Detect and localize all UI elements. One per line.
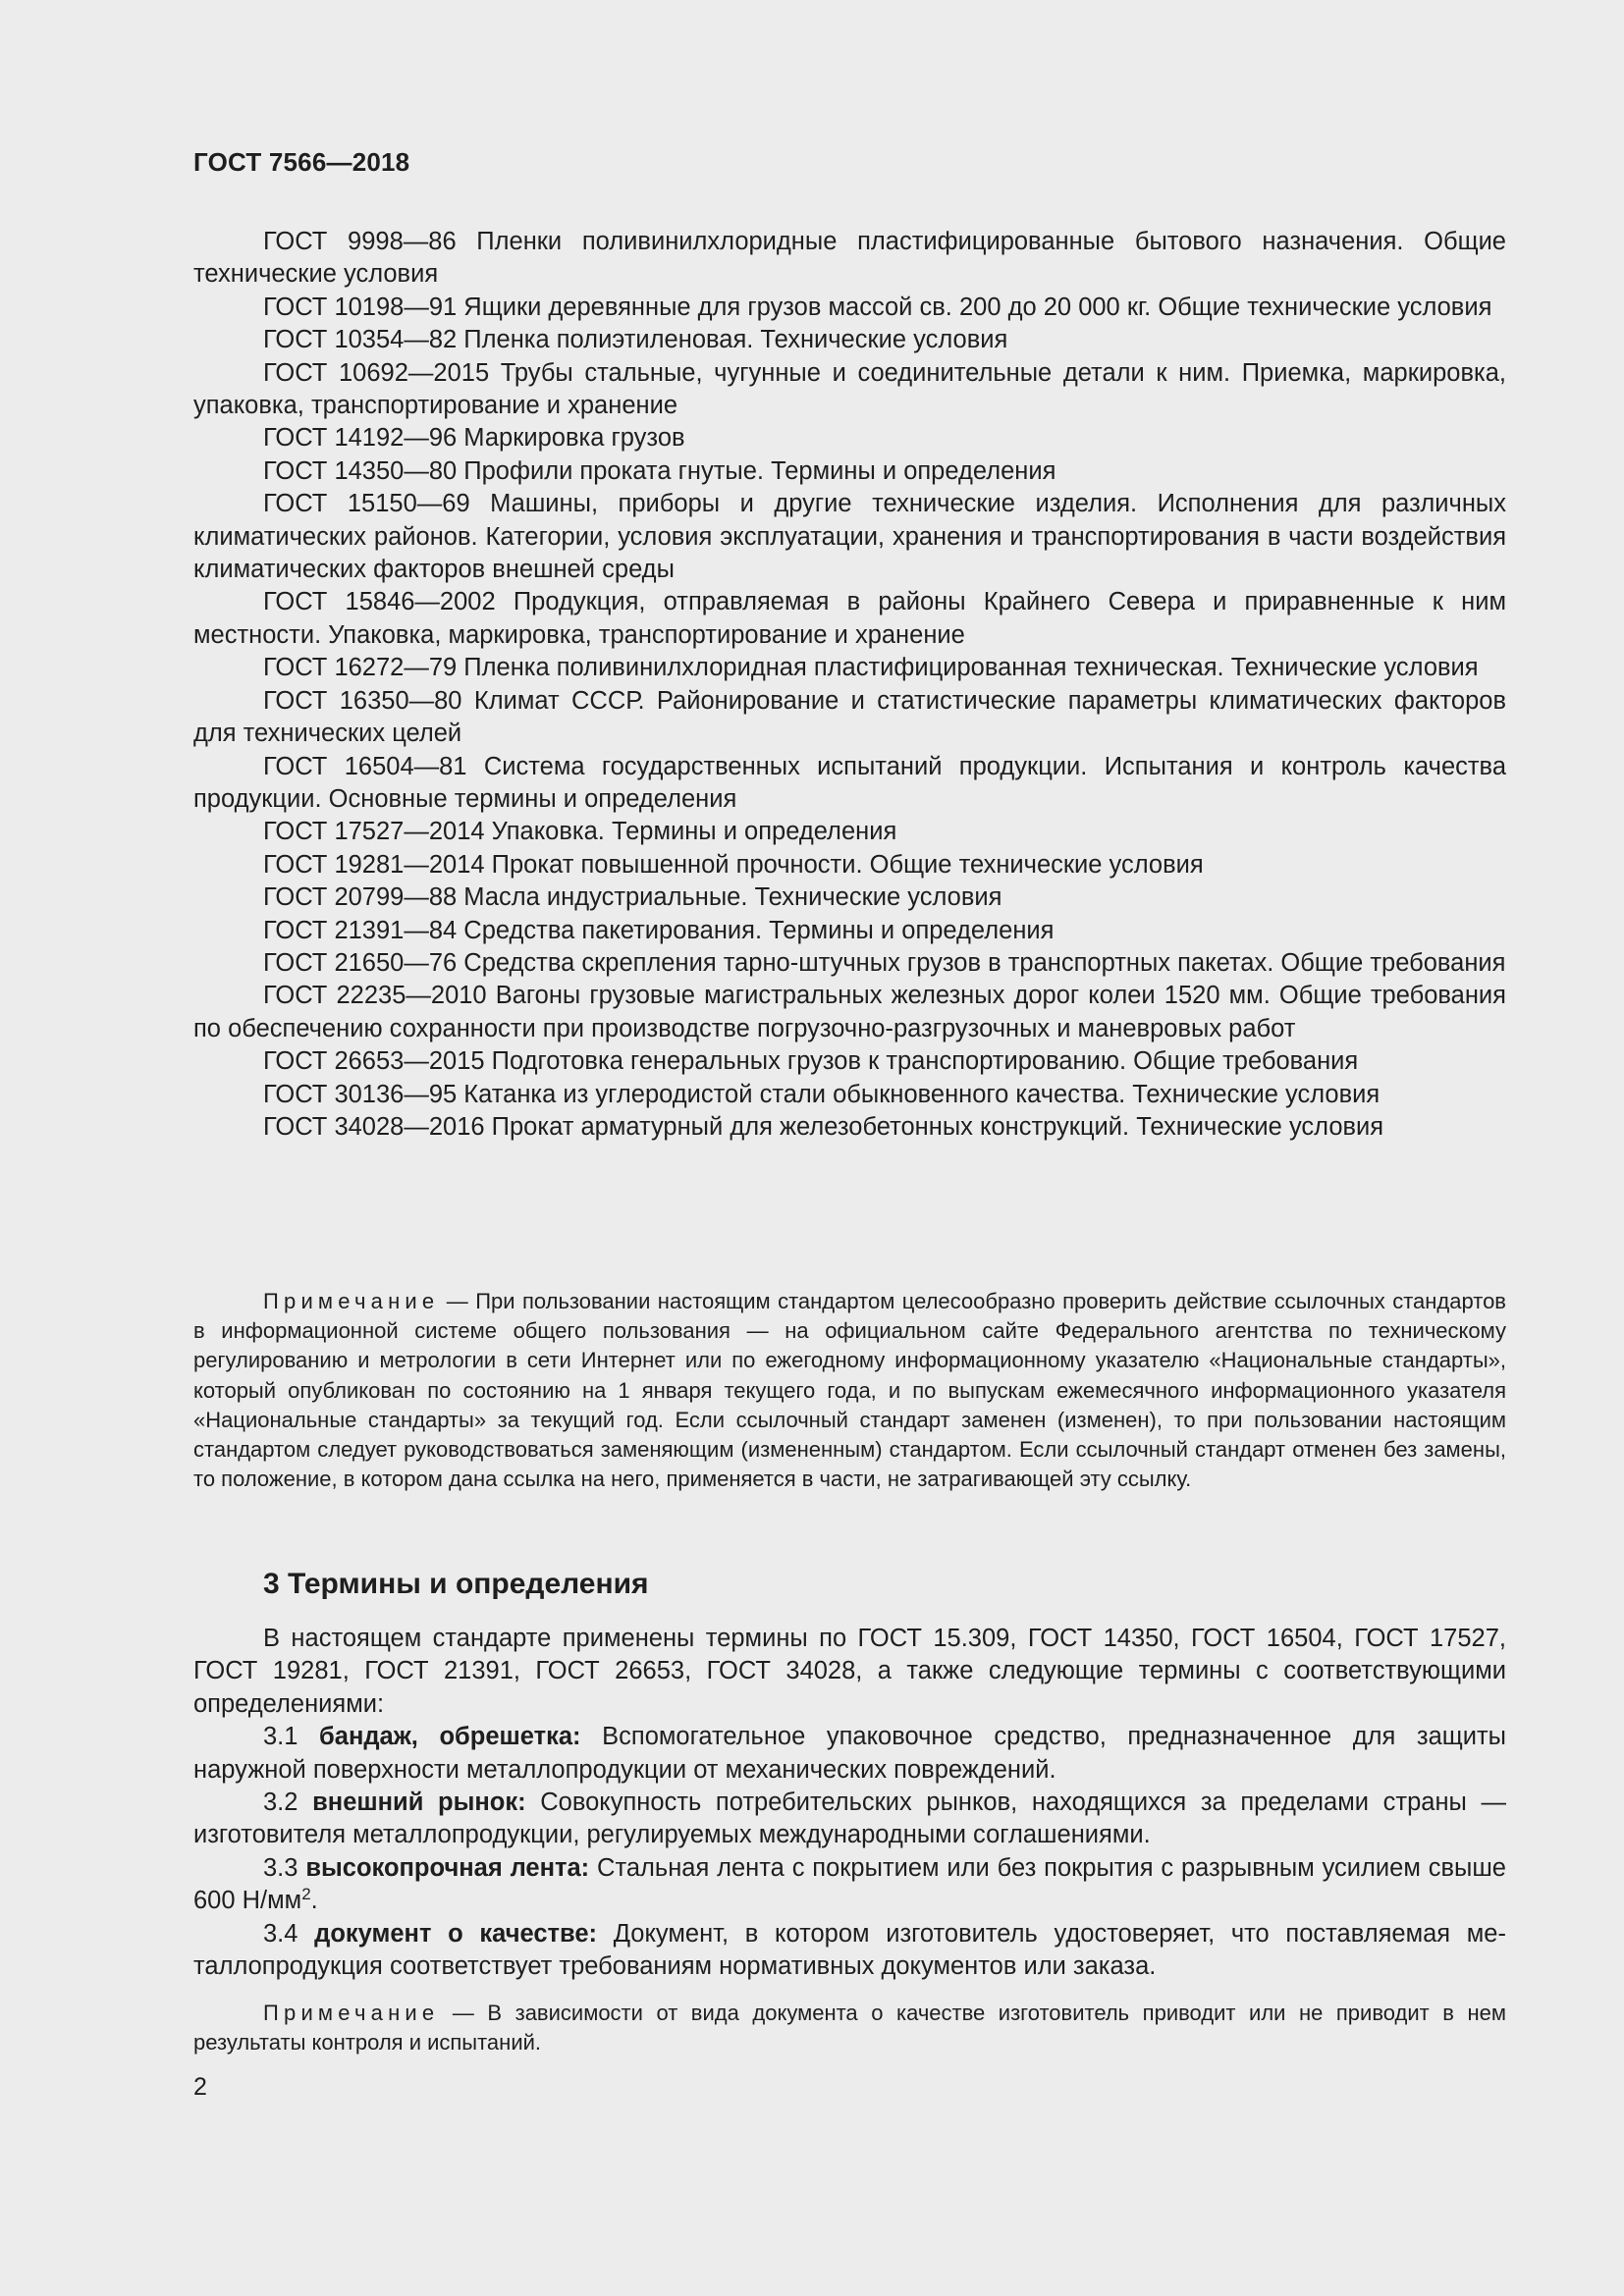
note-text: При пользовании настоящим стандартом целесообразно проверить действие ссылочных стандартов в информационной системе общего пользования — на официальном сайте Федерального агентства по техническому регулированию и метрологии в сети Интернет или по ежегодному информационному указателю «Национальные стандарты», который опубликован по состоянию на 1 января текущего года, и по выпускам ежемесячного информационного указателя «Национальные стандарты» за текущий год. Если ссылочный стандарт заменен (изменен), то при пользовании настоящим стандартом следует руководствоваться заменяющим (измененным) стандартом. Если ссылочный стандарт отменен без замены, то положение, в котором дана ссылка на него, применяется в части, не затрагивающей эту ссылку.	[193, 1289, 1506, 1492]
term-definition: Стальная лента с покрытием или без покрытия с разрывным усилием свыше 600 Н/мм	[193, 1853, 1506, 1915]
reference-item: ГОСТ 10692—2015 Трубы стальные, чугунные и соединительные детали к ним. Приемка, маркировка, упаковка, транспортирование и хранение	[193, 358, 1506, 420]
term-tail: .	[310, 1887, 318, 1915]
reference-item: ГОСТ 21650—76 Средства скрепления тарно-штучных грузов в транспортных пакетах. Общие требования	[263, 948, 1506, 977]
references-note	[193, 1287, 1506, 1494]
reference-item: ГОСТ 15150—69 Машины, приборы и другие технические изделия. Исполнения для различных климатических районов. Категории, условия эксплуатации, хранения и транспортирования в части воздействия климатических факторов внешней среды	[193, 490, 1506, 584]
note-dash: —	[439, 2001, 488, 2025]
note-paragraph	[193, 1999, 1506, 2057]
reference-item: ГОСТ 16350—80 Климат СССР. Районирование и статистические параметры климатических факторов для технических целей	[193, 686, 1506, 748]
term-number: 3.1	[263, 1723, 298, 1751]
term-item	[193, 1721, 1506, 1787]
reference-item: ГОСТ 10198—91 Ящики деревянные для грузов массой св. 200 до 20 000 кг. Общие технические условия	[263, 293, 1492, 321]
reference-item: ГОСТ 19281—2014 Прокат повышенной прочности. Общие технические условия	[263, 850, 1204, 879]
term-number: 3.2	[263, 1789, 298, 1817]
term-definition: Документ, в котором изготовитель удостоверяет, что поставляемая металлопродукция соответствует требованиям нормативных документов или заказа.	[193, 1919, 1506, 1981]
reference-item: ГОСТ 20799—88 Масла индустриальные. Технические условия	[263, 883, 1002, 912]
section-title: 3 Термины и определения	[263, 1568, 649, 1600]
reference-item: ГОСТ 16272—79 Пленка поливинилхлоридная пластифицированная техническая. Технические условия	[263, 654, 1479, 682]
reference-item: ГОСТ 17527—2014 Упаковка. Термины и определения	[263, 818, 897, 846]
note-paragraph	[193, 1287, 1506, 1494]
term-name: высокопрочная лента:	[305, 1853, 590, 1882]
reference-item: ГОСТ 14192—96 Маркировка грузов	[263, 424, 685, 453]
reference-item: ГОСТ 16504—81 Система государственных испытаний продукции. Испытания и контроль качества продукции. Основные термины и определения	[193, 752, 1506, 813]
normative-references	[193, 226, 1506, 1144]
term-name: внешний рынок:	[312, 1789, 526, 1817]
term-number: 3.4	[263, 1919, 298, 1948]
section-3	[193, 1565, 1506, 1604]
term-item	[193, 1852, 1506, 1918]
term-name: документ о качестве:	[314, 1919, 598, 1948]
reference-item: ГОСТ 34028—2016 Прокат арматурный для железобетонных конструкций. Технические условия	[263, 1112, 1384, 1141]
page-number: 2	[193, 2073, 207, 2101]
reference-item: ГОСТ 21391—84 Средства пакетирования. Термины и определения	[263, 916, 1055, 944]
note-dash: —	[439, 1289, 476, 1313]
term-name: бандаж, обрешетка:	[319, 1723, 581, 1751]
terms-note	[193, 1999, 1506, 2057]
term-superscript: 2	[301, 1885, 311, 1904]
reference-item: ГОСТ 10354—82 Пленка полиэтиленовая. Технические условия	[263, 326, 1008, 354]
reference-item: ГОСТ 14350—80 Профили проката гнутые. Термины и определения	[263, 456, 1056, 485]
term-number: 3.3	[263, 1853, 298, 1882]
document-header: ГОСТ 7566—2018	[193, 147, 410, 177]
reference-item: ГОСТ 30136—95 Катанка из углеродистой стали обыкновенного качества. Технические условия	[263, 1080, 1380, 1108]
term-definition: Вспомогательное упаковочное средство, предназначенное для защиты наружной поверхности металлопродукции от механических повреждений.	[193, 1723, 1506, 1784]
reference-item: ГОСТ 26653—2015 Подготовка генеральных грузов к транспортированию. Общие требования	[263, 1047, 1359, 1076]
note-text: В зависимости от вида документа о качестве изготовитель приводит или не приводит в нем результаты контроля и испытаний.	[193, 2001, 1506, 2056]
term-item	[193, 1918, 1506, 1984]
term-item	[193, 1787, 1506, 1852]
reference-item: ГОСТ 22235—2010 Вагоны грузовые магистральных железных дорог колеи 1520 мм. Общие требования по обеспечению сохранности при производстве погрузочно-разгрузочных и маневровых работ	[193, 982, 1506, 1042]
section-intro: В настоящем стандарте применены термины по ГОСТ 15.309, ГОСТ 14350, ГОСТ 16504, ГОСТ 17527, ГОСТ 19281, ГОСТ 21391, ГОСТ 26653, ГОСТ 34028, а также следующие термины с соответствующими определениями:	[193, 1625, 1506, 1718]
note-label: Примечание	[263, 1289, 440, 1313]
note-label: Примечание	[263, 2001, 440, 2025]
reference-item: ГОСТ 9998—86 Пленки поливинилхлоридные пластифицированные бытового назначения. Общие технические условия	[193, 228, 1506, 289]
terms-list	[193, 1623, 1506, 1983]
reference-item: ГОСТ 15846—2002 Продукция, отправляемая в районы Крайнего Севера и приравненные к ним местности. Упаковка, маркировка, транспортирование и хранение	[193, 588, 1506, 649]
term-definition: Совокупность потребительских рынков, находящихся за пределами страны — изготовителя металлопродукции, регулируемых международными соглашениями.	[193, 1789, 1506, 1849]
